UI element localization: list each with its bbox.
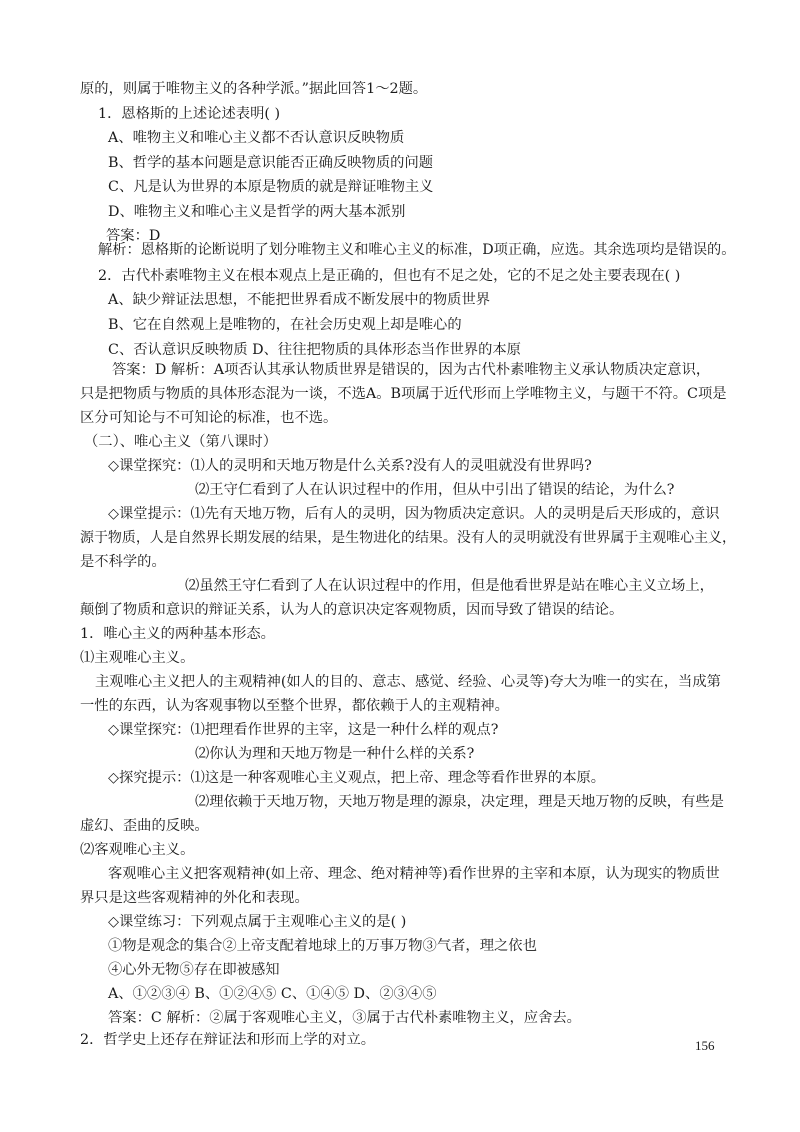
options-row: A、①②③④ B、①②④⑤ C、①④⑤ D、②③④⑤	[108, 986, 437, 1002]
answer-1: 答案：D	[106, 228, 161, 244]
option-a: A、唯物主义和唯心主义都不否认意识反映物质	[108, 130, 405, 146]
question-1: 1．恩格斯的上述论述表明( )	[98, 106, 281, 122]
text-line: 客观唯心主义把客观精神(如上帝、理念、绝对精神等)看作世界的主宰和本原，认为现实的物质世	[108, 866, 720, 882]
text-line: ④心外无物⑤存在即被感知	[108, 962, 280, 978]
class-inquiry: ◇课堂探究：⑴把理看作世界的主宰，这是一种什么样的观点?	[108, 722, 499, 738]
text-line: 颠倒了物质和意识的辩证关系，认为人的意识决定客观物质，因而导致了错误的结论。	[80, 602, 624, 618]
text-line: 虚幻、歪曲的反映。	[80, 818, 209, 834]
text-line: ⑵理依赖于天地万物，天地万物是理的源泉，决定理，理是天地万物的反映，有些是	[195, 794, 724, 810]
text-line: ⑵王守仁看到了人在认识过程中的作用，但从中引出了错误的结论，为什么?	[195, 482, 675, 498]
question-2: 2．古代朴素唯物主义在根本观点上是正确的，但也有不足之处，它的不足之处主要表现在( )	[98, 268, 681, 284]
text-line: ⑵你认为理和天地万物是一种什么样的关系?	[195, 746, 475, 762]
subheading: ⑵客观唯心主义。	[80, 842, 195, 858]
text-line: ①物是观念的集合②上帝支配着地球上的万事万物③气者，理之依也	[108, 938, 537, 954]
heading: 1．唯心主义的两种基本形态。	[80, 626, 275, 642]
text-line: 源于物质，人是自然界长期发展的结果，是生物进化的结果。没有人的灵明就没有世界属于主观唯心主义，	[80, 530, 736, 546]
option-a: A、缺少辩证法思想，不能把世界看成不断发展中的物质世界	[108, 292, 491, 308]
class-hint: ◇课堂提示：⑴先有天地万物，后有人的灵明，因为物质决定意识。人的灵明是后天形成的，意识	[108, 506, 720, 522]
subheading: ⑴主观唯心主义。	[80, 650, 195, 666]
inquiry-hint: ◇探究提示：⑴这是一种客观唯心主义观点，把上帝、理念等看作世界的本原。	[108, 770, 606, 786]
option-b: B、它在自然观上是唯物的，在社会历史观上却是唯心的	[108, 317, 462, 333]
text-line: 主观唯心主义把人的主观精神(如人的目的、意志、感觉、经验、心灵等)夸大为唯一的实在，当成第	[95, 674, 721, 690]
answer-2: 答案：D 解析：A项否认其承认物质世界是错误的，因为古代朴素唯物主义承认物质决定意识，	[112, 362, 711, 378]
text-line: 一性的东西，认为客观事物以至整个世界，都依赖于人的主观精神。	[80, 698, 509, 714]
option-d: D、唯物主义和唯心主义是哲学的两大基本派别	[108, 204, 406, 220]
text-line: 只是把物质与物质的具体形态混为一谈，不选A。B项属于近代形而上学唯物主义，与题干不符。C项是	[80, 386, 727, 402]
page-number: 156	[695, 1038, 715, 1053]
option-c-d: C、否认意识反映物质 D、往往把物质的具体形态当作世界的本原	[108, 342, 521, 358]
class-exercise: ◇课堂练习：下列观点属于主观唯心主义的是( )	[108, 914, 407, 930]
answer-3: 答案：C 解析：②属于客观唯心主义，③属于古代朴素唯物主义，应舍去。	[108, 1010, 581, 1026]
text-line: 原的，则属于唯物主义的各种学派。”据此回答1～2题。	[80, 81, 428, 97]
text-line: 是不科学的。	[80, 554, 166, 570]
text-line: 区分可知论与不可知论的标准，也不选。	[80, 410, 338, 426]
text-line: ⑵虽然王守仁看到了人在认识过程中的作用，但是他看世界是站在唯心主义立场上，	[185, 578, 714, 594]
class-inquiry: ◇课堂探究：⑴人的灵明和天地万物是什么关系?没有人的灵咀就没有世界吗?	[108, 458, 592, 474]
option-c: C、凡是认为世界的本原是物质的就是辩证唯物主义	[108, 179, 434, 195]
section-heading: （二）、唯心主义（第八课时）	[84, 434, 278, 450]
option-b: B、哲学的基本问题是意识能否正确反映物质的问题	[108, 155, 434, 171]
heading: 2．哲学史上还存在辩证法和形而上学的对立。	[80, 1032, 376, 1048]
text-line: 界只是这些客观精神的外化和表现。	[80, 890, 309, 906]
explanation-1: 解析：恩格斯的论断说明了划分唯物主义和唯心主义的标准，D项正确，应选。其余选项均是错误的。	[98, 242, 736, 258]
